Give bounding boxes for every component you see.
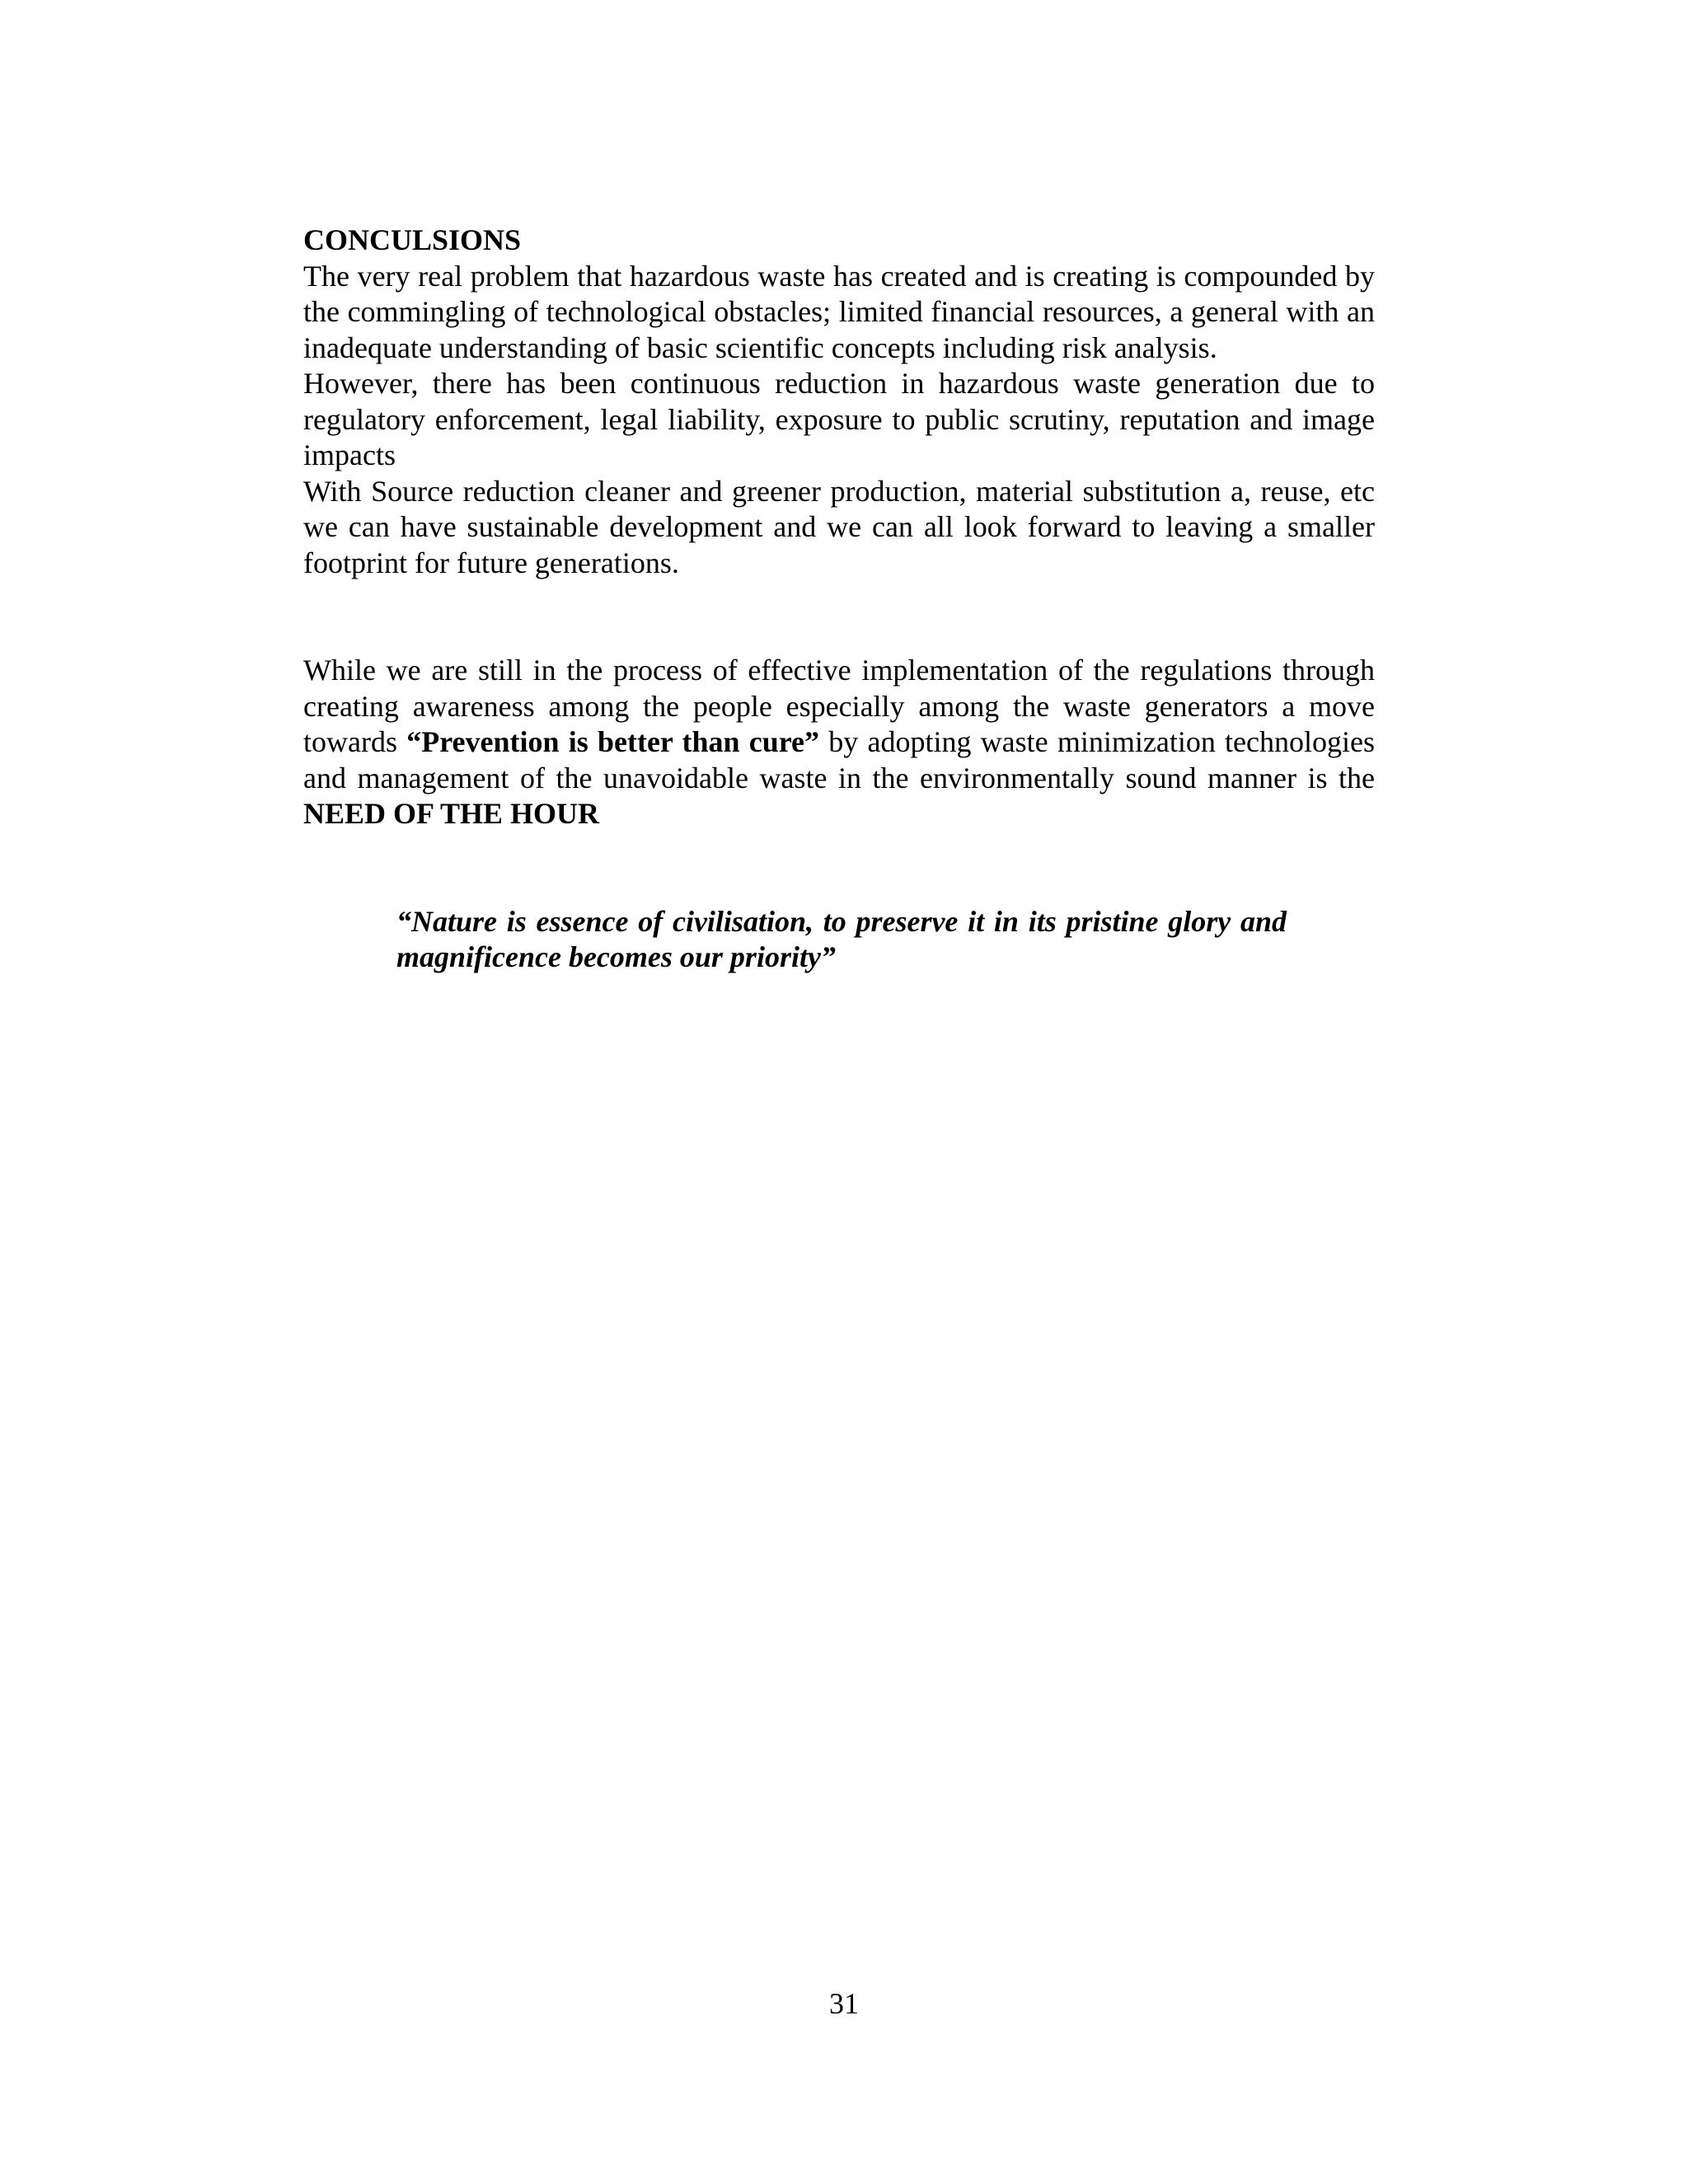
paragraph-4-text-middle: by adopting waste minimization technologies and management of the unavoidable waste in the environmentally sound manner is the — [303, 725, 1375, 794]
spacer — [303, 581, 1375, 653]
paragraph-2: However, there has been continuous reduction in hazardous waste generation due to regulatory enforcement, legal liability, exposure to public scrutiny, reputation and image impacts — [303, 367, 1375, 471]
paragraph-4 — [303, 653, 1375, 832]
section-heading: CONCULSIONS — [303, 223, 522, 256]
paragraph-4-bold-phrase: “Prevention is better than cure” — [406, 725, 820, 758]
paragraph-4-text-before: While we are still in the process of effective implementation of the regulations through creating awareness among the people especially among the waste generators a move towards — [303, 654, 1375, 758]
spacer — [303, 832, 1375, 904]
paragraph-1: The very real problem that hazardous waste has created and is creating is compounded by the commingling of technological obstacles; limited financial resources, a general with an inadequate understanding of basic scientific concepts including risk analysis. — [303, 259, 1375, 364]
closing-quote: “Nature is essence of civilisation, to preserve it in its pristine glory and magnificence becomes our priority” — [396, 904, 1287, 973]
paragraph-4-bold-ending: NEED OF THE HOUR — [303, 797, 600, 830]
page-content — [303, 223, 1375, 976]
page-number: 31 — [829, 1987, 859, 2020]
paragraph-3: With Source reduction cleaner and greener production, material substitution a, reuse, etc we can have sustainable development and we can all look forward to leaving a smaller footprint for future generations. — [303, 474, 1375, 579]
